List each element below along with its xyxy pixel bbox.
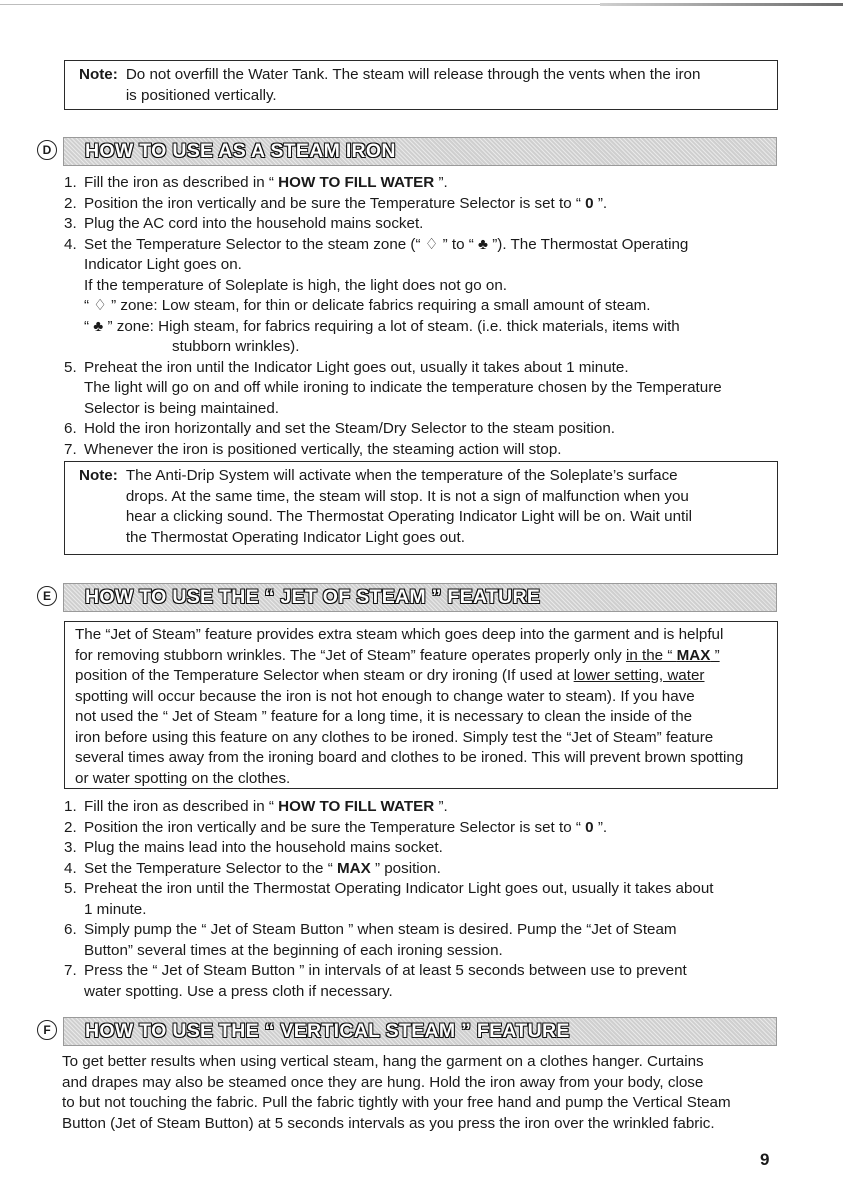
jet-of-steam-steps [64,797,776,1002]
step: 3. Plug the mains lead into the household mains socket. [64,839,443,856]
section-f-header [37,1017,777,1046]
section-d-header [37,137,777,166]
note-overfill [64,60,778,110]
section-e-header [37,583,777,612]
step: 4. Set the Temperature Selector to the “ MAX ” position. [64,859,441,877]
step: 5. Preheat the iron until the Thermostat Operating Indicator Light goes out, usually it takes about 1 minute. [64,880,714,918]
step: 2. Position the iron vertically and be sure the Temperature Selector is set to “ 0 ”. [64,194,608,212]
note-line: Do not overfill the Water Tank. The steam will release through the vents when the iron [125,66,701,83]
section-title: HOW TO USE AS A STEAM IRON [85,140,396,162]
section-letter-badge: F [37,1020,57,1040]
step: 1. Fill the iron as described in “ HOW TO FILL WATER ”. [64,798,448,815]
vertical-steam-paragraph: To get better results when using vertical steam, hang the garment on a clothes hanger. Curtains and drapes may also be steamed once they are hung. Hold the iron away from your body, close to but not touching the fabric. Pull the fabric tightly with your free hand and pump the Vertical Steam Button (Jet of Steam Button) at 5 seconds intervals as you press the iron over the wrinkled fabric. [62,1053,731,1132]
jet-of-steam-info-box: The “Jet of Steam” feature provides extra steam which goes deep into the garment and is helpful for removing stubborn wrinkles. The “Jet of Steam” feature operates properly only in the “ MAX ” position of the Temperature Selector when steam or dry ironing (If used at lower setting, water spotting will occur because the iron is not hot enough to change water to steam). If you have not used the “ Jet of Steam ” feature for a long time, it is necessary to clean the inside of the iron before using this feature on any clothes to be ironed. Simply test the “Jet of Steam” feature several times away from the ironing board and clothes to be ironed. This will prevent brown spotting or water spotting on the clothes. [64,621,778,789]
step: 6. Hold the iron horizontally and set the Steam/Dry Selector to the steam position. [64,420,615,437]
section-letter-badge: E [37,586,57,606]
top-rule-shade [600,3,843,6]
step: 1. Fill the iron as described in “ HOW TO FILL WATER ”. [64,174,448,191]
step: 6. Simply pump the “ Jet of Steam Button ” when steam is desired. Pump the “Jet of Steam Button” several times at the beginning of each ironing session. [64,921,677,959]
step: 3. Plug the AC cord into the household mains socket. [64,215,424,232]
step: 2. Position the iron vertically and be sure the Temperature Selector is set to “ 0 ”. [64,818,608,836]
note-line: is positioned vertically. [125,86,277,104]
step: 4. Set the Temperature Selector to the steam zone (“ ♢ ” to “ ♣ ”). The Thermostat Operating Indicator Light goes on. If the temperature of Soleplate is high, the light does not go on. “ ♢ ” zone: Low steam, for thin or delicate fabrics requiring a small amount of steam. “ ♣ ” zone: High steam, for fabrics requiring a lot of steam. (i.e. thick materials, items with stubborn wrinkles). [64,235,689,355]
page-number: 9 [760,1150,770,1169]
section-letter-badge: D [37,140,57,160]
step: 7. Whenever the iron is positioned vertically, the steaming action will stop. [64,440,562,458]
note-label: Note: [79,467,118,484]
note-label: Note: [79,66,118,83]
section-title: HOW TO USE THE “ VERTICAL STEAM ” FEATURE [85,1020,570,1042]
note-anti-drip: Note: The Anti-Drip System will activate when the temperature of the Soleplate’s surface drops. At the same time, the steam will stop. It is not a sign of malfunction when you hear a clicking sound. The Thermostat Operating Indicator Light will be on. Wait until the Thermostat Operating Indicator Light goes out. [64,461,778,555]
steam-iron-steps [64,173,776,460]
step: 5. Preheat the iron until the Indicator Light goes out, usually it takes about 1 minute. The light will go on and off while ironing to indicate the temperature chosen by the Temperature Selector is being maintained. [64,358,722,417]
step: 7. Press the “ Jet of Steam Button ” in intervals of at least 5 seconds between use to prevent water spotting. Use a press cloth if necessary. [64,962,687,1000]
section-title: HOW TO USE THE “ JET OF STEAM ” FEATURE [85,586,541,608]
